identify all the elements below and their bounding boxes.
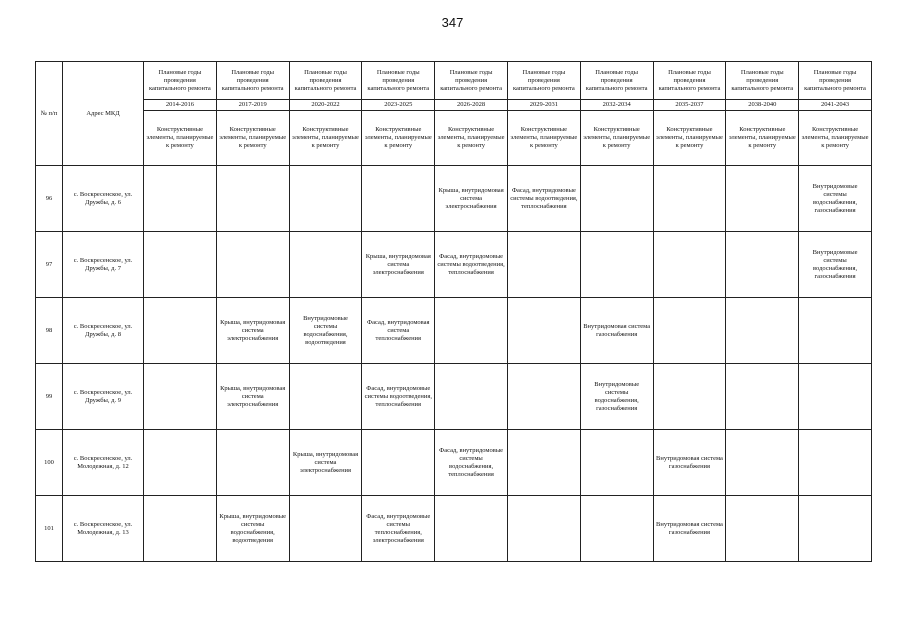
header-elements-title: Конструктивные элементы, планируемые к ремонту <box>653 111 726 166</box>
row-address: с. Воскресенское, ул. Дружбы, д. 9 <box>63 364 144 430</box>
header-period-years: 2041-2043 <box>799 100 872 111</box>
repair-elements-cell <box>216 430 289 496</box>
header-elements-title: Конструктивные элементы, планируемые к ремонту <box>726 111 799 166</box>
row-address: с. Воскресенское, ул. Дружбы, д. 8 <box>63 298 144 364</box>
repair-elements-cell: Фасад, внутридомовые системы водоотведения, теплоснабжения <box>435 232 508 298</box>
header-period-title: Плановые годы проведения капитального ремонта <box>362 62 435 100</box>
repair-elements-cell <box>580 232 653 298</box>
table-row <box>36 496 872 562</box>
header-period-title: Плановые годы проведения капитального ремонта <box>653 62 726 100</box>
row-address: с. Воскресенское, ул. Дружбы, д. 6 <box>63 166 144 232</box>
header-period-years: 2020-2022 <box>289 100 362 111</box>
repair-elements-cell <box>507 430 580 496</box>
repair-elements-cell: Внутридомовые системы водоснабжения, газоснабжения <box>799 232 872 298</box>
header-elements-title: Конструктивные элементы, планируемые к ремонту <box>362 111 435 166</box>
repair-elements-cell: Внутридомовые системы водоснабжения, газоснабжения <box>580 364 653 430</box>
table-row <box>36 364 872 430</box>
header-period-years: 2038-2040 <box>726 100 799 111</box>
repair-elements-cell <box>799 496 872 562</box>
header-num: № п/п <box>36 62 63 166</box>
header-period-title: Плановые годы проведения капитального ремонта <box>507 62 580 100</box>
header-period-title: Плановые годы проведения капитального ремонта <box>726 62 799 100</box>
row-number: 96 <box>36 166 63 232</box>
header-period-title: Плановые годы проведения капитального ремонта <box>144 62 217 100</box>
repair-elements-cell <box>289 364 362 430</box>
repair-elements-cell: Фасад, внутридомовые системы водоснабжения, теплоснабжения <box>435 430 508 496</box>
repair-elements-cell <box>653 166 726 232</box>
header-period-years: 2029-2031 <box>507 100 580 111</box>
header-row-elements <box>36 111 872 166</box>
table-row <box>36 298 872 364</box>
repair-elements-cell: Внутридомовые системы водоснабжения, газоснабжения <box>799 166 872 232</box>
repair-elements-cell: Фасад, внутридомовые системы теплоснабжения, электроснабжения <box>362 496 435 562</box>
repair-elements-cell: Фасад, внутридомовая система теплоснабжения <box>362 298 435 364</box>
repair-elements-cell <box>435 364 508 430</box>
row-address: с. Воскресенское, ул. Дружбы, д. 7 <box>63 232 144 298</box>
header-row-title <box>36 62 872 100</box>
repair-elements-cell: Фасад, внутридомовые системы водоотведения, теплоснабжения <box>362 364 435 430</box>
repair-elements-cell: Крыша, внутридомовая система электроснабжения <box>289 430 362 496</box>
header-elements-title: Конструктивные элементы, планируемые к ремонту <box>580 111 653 166</box>
repair-elements-cell <box>144 232 217 298</box>
row-number: 98 <box>36 298 63 364</box>
repair-elements-cell <box>653 232 726 298</box>
repair-elements-cell <box>580 430 653 496</box>
repair-elements-cell <box>216 166 289 232</box>
repair-elements-cell <box>362 430 435 496</box>
header-period-years: 2023-2025 <box>362 100 435 111</box>
repair-elements-cell <box>144 430 217 496</box>
row-number: 101 <box>36 496 63 562</box>
repair-elements-cell <box>144 496 217 562</box>
header-elements-title: Конструктивные элементы, планируемые к ремонту <box>216 111 289 166</box>
header-elements-title: Конструктивные элементы, планируемые к ремонту <box>144 111 217 166</box>
repair-elements-cell <box>435 496 508 562</box>
repair-elements-cell <box>144 298 217 364</box>
repair-elements-cell: Внутридомовая система газоснабжения <box>580 298 653 364</box>
table-body <box>36 166 872 562</box>
repair-elements-cell <box>726 496 799 562</box>
repair-elements-cell <box>507 496 580 562</box>
row-number: 97 <box>36 232 63 298</box>
header-elements-title: Конструктивные элементы, планируемые к ремонту <box>507 111 580 166</box>
repair-elements-cell: Крыша, внутридомовые системы водоснабжения, водоотведения <box>216 496 289 562</box>
repair-elements-cell: Крыша, внутридомовая система электроснабжения <box>435 166 508 232</box>
row-number: 100 <box>36 430 63 496</box>
repair-elements-cell: Внутридомовая система газоснабжения <box>653 430 726 496</box>
repair-elements-cell <box>362 166 435 232</box>
repair-elements-cell <box>289 496 362 562</box>
table-row <box>36 232 872 298</box>
header-period-title: Плановые годы проведения капитального ремонта <box>216 62 289 100</box>
header-period-years: 2032-2034 <box>580 100 653 111</box>
repair-elements-cell: Крыша, внутридомовая система электроснабжения <box>216 298 289 364</box>
repair-elements-cell <box>726 232 799 298</box>
header-period-title: Плановые годы проведения капитального ремонта <box>799 62 872 100</box>
header-elements-title: Конструктивные элементы, планируемые к ремонту <box>435 111 508 166</box>
repair-elements-cell <box>289 232 362 298</box>
repair-elements-cell <box>144 166 217 232</box>
repair-plan-table <box>35 61 872 562</box>
repair-elements-cell <box>216 232 289 298</box>
repair-elements-cell <box>289 166 362 232</box>
header-period-title: Плановые годы проведения капитального ремонта <box>289 62 362 100</box>
repair-elements-cell <box>507 298 580 364</box>
row-address: с. Воскресенское, ул. Молодежная, д. 13 <box>63 496 144 562</box>
repair-elements-cell <box>653 364 726 430</box>
repair-elements-cell <box>799 298 872 364</box>
header-period-title: Плановые годы проведения капитального ремонта <box>580 62 653 100</box>
repair-elements-cell: Фасад, внутридомовые системы водоотведения, теплоснабжения <box>507 166 580 232</box>
repair-elements-cell <box>435 298 508 364</box>
repair-elements-cell <box>799 430 872 496</box>
page-number: 347 <box>441 15 464 30</box>
repair-elements-cell <box>507 364 580 430</box>
repair-elements-cell <box>580 496 653 562</box>
repair-elements-cell <box>726 364 799 430</box>
repair-elements-cell: Внутридомовые системы водоснабжения, водоотведения <box>289 298 362 364</box>
repair-elements-cell <box>726 166 799 232</box>
repair-elements-cell <box>144 364 217 430</box>
repair-elements-cell <box>653 298 726 364</box>
header-address: Адрес МКД <box>63 62 144 166</box>
table-row <box>36 166 872 232</box>
header-period-years: 2035-2037 <box>653 100 726 111</box>
row-number: 99 <box>36 364 63 430</box>
header-row-years <box>36 100 872 111</box>
repair-elements-cell: Внутридомовая система газоснабжения <box>653 496 726 562</box>
repair-elements-cell: Крыша, внутридомовая система электроснабжения <box>362 232 435 298</box>
header-elements-title: Конструктивные элементы, планируемые к ремонту <box>799 111 872 166</box>
header-period-years: 2017-2019 <box>216 100 289 111</box>
table-row <box>36 430 872 496</box>
repair-elements-cell <box>726 430 799 496</box>
repair-elements-cell: Крыша, внутридомовая система электроснабжения <box>216 364 289 430</box>
repair-elements-cell <box>507 232 580 298</box>
header-period-title: Плановые годы проведения капитального ремонта <box>435 62 508 100</box>
header-period-years: 2014-2016 <box>144 100 217 111</box>
row-address: с. Воскресенское, ул. Молодежная, д. 12 <box>63 430 144 496</box>
header-period-years: 2026-2028 <box>435 100 508 111</box>
repair-elements-cell <box>799 364 872 430</box>
header-elements-title: Конструктивные элементы, планируемые к ремонту <box>289 111 362 166</box>
repair-elements-cell <box>726 298 799 364</box>
repair-elements-cell <box>580 166 653 232</box>
